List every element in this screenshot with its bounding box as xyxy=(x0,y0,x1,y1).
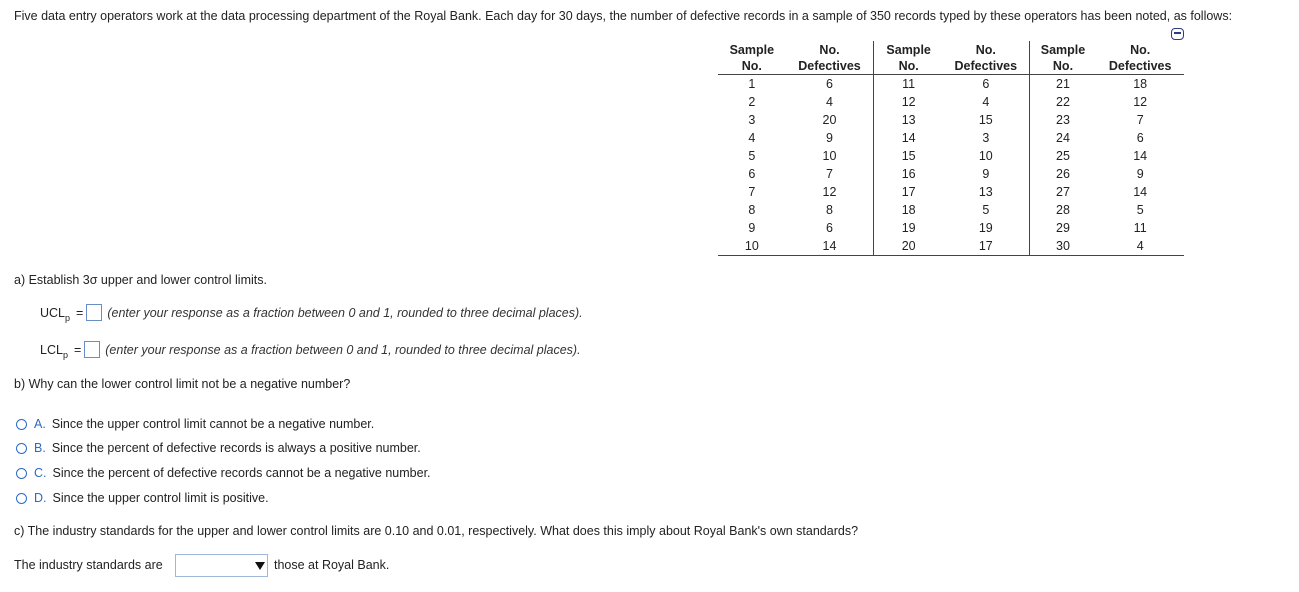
table-row xyxy=(718,111,1184,129)
sample-no-cell: 2 xyxy=(748,95,756,109)
table-row xyxy=(718,165,1184,183)
defectives-cell: 4 xyxy=(1096,237,1184,256)
lcl-equals: = xyxy=(73,342,82,357)
sample-no-cell: 23 xyxy=(1029,111,1096,129)
col-header-defectives: No. Defectives xyxy=(943,41,1029,75)
col-header-defectives: No. Defectives xyxy=(786,41,874,75)
table-row xyxy=(718,75,1184,94)
option-d[interactable]: D. Since the upper control limit is positive. xyxy=(16,491,269,505)
sample-no-cell: 27 xyxy=(1029,183,1096,201)
defectives-cell: 12 xyxy=(822,185,837,199)
col-header-sample-no: Sample No. xyxy=(874,41,943,75)
defectives-cell: 9 xyxy=(1136,167,1144,181)
defectives-cell: 6 xyxy=(826,221,833,235)
table-row xyxy=(718,237,1184,256)
sample-no-cell: 29 xyxy=(1029,219,1096,237)
table-header-row xyxy=(718,41,1184,75)
lcl-label: $LCL_p$ xyxy=(40,342,68,360)
sample-no-cell: 24 xyxy=(1029,129,1096,147)
sample-no-cell: 9 xyxy=(748,221,756,235)
problem-statement: Five data entry operators work at the data processing department of the Royal Bank. Each day for 30 days, the number of defective records in a sample of 350 records typed by these operators has been noted, as follows: xyxy=(14,9,1233,23)
option-c[interactable]: C. Since the percent of defective records cannot be a negative number. xyxy=(16,466,431,480)
defectives-cell: 8 xyxy=(826,203,833,217)
table-row xyxy=(718,183,1184,201)
defectives-cell: 4 xyxy=(826,95,833,109)
sample-no-cell: 18 xyxy=(874,201,943,219)
sample-no-cell: 26 xyxy=(1029,165,1096,183)
col-header-sample-no: Sample No. xyxy=(718,41,786,75)
sample-no-cell: 30 xyxy=(1029,237,1096,256)
sample-no-cell: 20 xyxy=(874,237,943,256)
sample-no-cell: 15 xyxy=(874,147,943,165)
sample-no-cell: 4 xyxy=(748,131,756,145)
defectives-cell: 4 xyxy=(982,95,990,109)
ucl-equals: = xyxy=(76,305,84,320)
defectives-cell: 9 xyxy=(826,131,833,145)
defectives-cell: 10 xyxy=(978,149,993,163)
part-c-question: c) The industry standards for the upper and lower control limits are 0.10 and 0.01, respectively. What does this imply about Royal Bank's own standards? xyxy=(14,524,859,538)
part-c-suffix: those at Royal Bank. xyxy=(274,558,390,572)
sample-no-cell: 28 xyxy=(1029,201,1096,219)
defectives-cell: 6 xyxy=(982,77,990,91)
sample-no-cell: 22 xyxy=(1029,93,1096,111)
sample-no-cell: 3 xyxy=(748,113,756,127)
sample-no-cell: 21 xyxy=(1029,75,1096,94)
defectives-cell: 7 xyxy=(826,167,833,181)
col-header-sample-no: Sample No. xyxy=(1029,41,1096,75)
radio-button[interactable] xyxy=(16,493,27,504)
ucl-label: $UCL_p$ xyxy=(40,305,71,323)
table-row xyxy=(718,201,1184,219)
table-row xyxy=(718,147,1184,165)
defectives-table xyxy=(718,41,1184,256)
standards-comparison-dropdown[interactable] xyxy=(175,554,268,577)
defectives-cell: 14 xyxy=(1133,185,1148,199)
dropdown-arrow-icon[interactable] xyxy=(252,555,267,576)
ucl-input[interactable] xyxy=(86,304,102,321)
lcl-row xyxy=(40,341,581,358)
sample-no-cell: 10 xyxy=(718,237,786,256)
defectives-cell: 20 xyxy=(822,113,837,127)
defectives-cell: 12 xyxy=(1133,95,1148,109)
defectives-cell: 14 xyxy=(786,237,874,256)
sample-no-cell: 5 xyxy=(748,149,756,163)
defectives-cell: 17 xyxy=(943,237,1029,256)
sample-no-cell: 19 xyxy=(874,219,943,237)
part-a-question: a) Establish 3σ upper and lower control limits. xyxy=(14,273,267,287)
part-c-prefix: The industry standards are xyxy=(14,558,163,572)
defectives-cell: 6 xyxy=(1136,131,1144,145)
radio-button[interactable] xyxy=(16,419,27,430)
lcl-input[interactable] xyxy=(84,341,100,358)
sample-no-cell: 11 xyxy=(874,75,943,94)
sample-no-cell: 1 xyxy=(748,77,756,91)
defectives-cell: 5 xyxy=(982,203,990,217)
part-b-question: b) Why can the lower control limit not be a negative number? xyxy=(14,377,351,391)
sample-no-cell: 25 xyxy=(1029,147,1096,165)
sample-no-cell: 16 xyxy=(874,165,943,183)
col-header-defectives: No. Defectives xyxy=(1096,41,1184,75)
radio-button[interactable] xyxy=(16,443,27,454)
defectives-cell: 15 xyxy=(978,113,993,127)
lcl-hint: (enter your response as a fraction between 0 and 1, rounded to three decimal places). xyxy=(105,342,581,357)
sample-no-cell: 17 xyxy=(874,183,943,201)
option-a[interactable]: A. Since the upper control limit cannot be a negative number. xyxy=(16,417,374,431)
option-b[interactable]: B. Since the percent of defective records is always a positive number. xyxy=(16,441,421,455)
ucl-hint: (enter your response as a fraction between 0 and 1, rounded to three decimal places). xyxy=(107,305,583,320)
defectives-cell: 18 xyxy=(1133,77,1148,91)
sample-no-cell: 13 xyxy=(874,111,943,129)
table-row xyxy=(718,219,1184,237)
table-row xyxy=(718,129,1184,147)
defectives-cell: 13 xyxy=(978,185,993,199)
sample-no-cell: 14 xyxy=(874,129,943,147)
defectives-cell: 6 xyxy=(826,77,833,91)
defectives-cell: 9 xyxy=(982,167,990,181)
defectives-cell: 10 xyxy=(822,149,837,163)
sample-no-cell: 6 xyxy=(748,167,756,181)
radio-button[interactable] xyxy=(16,468,27,479)
ucl-row xyxy=(40,304,583,321)
sample-no-cell: 7 xyxy=(748,185,756,199)
defectives-cell: 14 xyxy=(1133,149,1148,163)
defectives-cell: 5 xyxy=(1136,203,1144,217)
sample-no-cell: 12 xyxy=(874,93,943,111)
defectives-cell: 7 xyxy=(1136,113,1144,127)
defectives-cell: 11 xyxy=(1133,221,1147,235)
copy-data-icon[interactable] xyxy=(1171,28,1184,40)
table-row xyxy=(718,93,1184,111)
defectives-cell: 19 xyxy=(978,221,993,235)
defectives-cell: 3 xyxy=(982,131,990,145)
sample-no-cell: 8 xyxy=(748,203,756,217)
